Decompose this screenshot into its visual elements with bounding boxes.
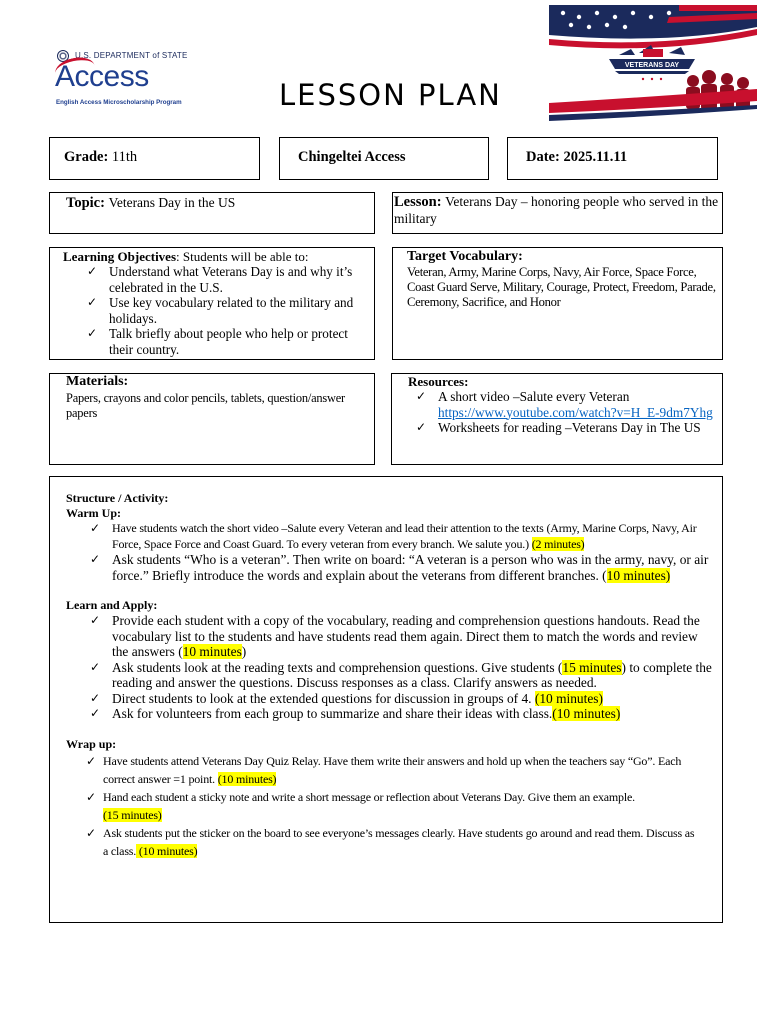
time-highlight: (2 minutes) — [531, 536, 585, 551]
materials-text: Papers, crayons and color pencils, tablets, question/answer papers — [66, 391, 345, 420]
vocabulary-box — [392, 247, 723, 360]
vocabulary-label: Target Vocabulary: — [407, 249, 523, 264]
lesson-value: Veterans Day – honoring people who served in the military — [394, 194, 719, 226]
lesson-text — [394, 194, 720, 227]
wrap-item: ✓ Ask students put the sticker on the board to see everyone’s messages clearly. Have students go around and read them. Discuss as a class. (10 minutes) — [86, 824, 696, 860]
structure-label: Structure / Activity: — [66, 491, 169, 505]
structure-content — [66, 491, 714, 860]
resource-video: A short video –Salute every Veteran — [438, 389, 630, 404]
lesson-label: Lesson: — [394, 194, 442, 210]
lesson-box — [392, 192, 723, 234]
resource-item — [416, 389, 721, 420]
warmup-item: ✓ Have students watch the short video –Salute every Veteran and lead their attention to the texts (Army, Marine Corps, Navy, Air Force, Space Force and Coast Guard. To every veteran from every branch. We salute you.) (2 minutes) — [90, 521, 712, 552]
objective-item: ✓ Use key vocabulary related to the military and holidays. — [87, 295, 373, 326]
wrap-item: ✓ Hand each student a sticky note and write a short message or reflection about Veterans Day. Give them an example. (15 minutes) — [86, 788, 696, 824]
date-label: Date: — [526, 149, 560, 165]
banner-text: VETERANS DAY — [624, 62, 680, 69]
dept-label: U.S. DEPARTMENT of STATE — [75, 51, 188, 60]
structure-box — [49, 476, 723, 923]
access-logo — [55, 48, 188, 110]
objectives-intro: : Students will be able to: — [176, 249, 309, 264]
school-box — [279, 137, 489, 180]
resources-label: Resources: — [408, 374, 469, 389]
objectives-box — [49, 247, 375, 360]
wrap-item: ✓ Have students attend Veterans Day Quiz Relay. Have them write their answers and hold up when the teachers say “Go”. Each correct answer =1 point. (10 minutes) — [86, 752, 696, 788]
time-highlight: (10 minutes) — [552, 706, 621, 721]
learn-label: Learn and Apply: — [66, 598, 158, 612]
page-title: LESSON PLAN — [279, 78, 502, 112]
date-text — [526, 150, 627, 166]
learn-list — [90, 613, 712, 722]
time-highlight: 10 minutes) — [606, 567, 671, 583]
objectives-list — [87, 264, 373, 357]
time-highlight: (10 minutes) — [534, 690, 603, 706]
time-highlight: (15 minutes) — [103, 807, 162, 822]
time-highlight: 15 minutes — [562, 659, 622, 675]
topic-label: Topic: — [66, 195, 105, 211]
topic-text — [66, 195, 366, 212]
time-highlight: 10 minutes — [182, 644, 242, 659]
objective-item: ✓ Talk briefly about people who help or protect their country. — [87, 326, 373, 357]
access-wordmark: Access — [55, 60, 149, 93]
warmup-item: ✓ Ask students “Who is a veteran”. Then write on board: “A veteran is a person who was in the army, navy, or air force.” Briefly introduce the words and explain about the veterans from different branches. (10 minutes) — [90, 552, 712, 583]
grade-label: Grade: — [64, 149, 109, 165]
warmup-label: Warm Up: — [66, 506, 121, 520]
grade-box — [49, 137, 260, 180]
learn-item: ✓ Direct students to look at the extended questions for discussion in groups of 4. (10 minutes) — [90, 691, 712, 707]
objectives-label: Learning Objectives — [63, 249, 177, 264]
topic-box — [49, 192, 375, 234]
grade-text — [64, 150, 137, 166]
materials-label: Materials: — [66, 374, 129, 389]
time-highlight: (10 minutes) — [136, 843, 198, 858]
program-label: English Access Microscholarship Program — [56, 99, 182, 106]
warmup-list — [90, 521, 712, 583]
resources-box — [391, 373, 723, 465]
wrap-label: Wrap up: — [66, 736, 117, 751]
learn-item: ✓ Ask for volunteers from each group to summarize and share their ideas with class.(10 minutes) — [90, 706, 712, 722]
grade-value: 11th — [111, 149, 138, 165]
resource-item: ✓ Worksheets for reading –Veterans Day in The US — [416, 420, 721, 436]
veterans-day-banner — [549, 5, 757, 122]
learn-item: ✓ Provide each student with a copy of the vocabulary, reading and comprehension questions handouts. Read the vocabulary list to the students and have students read them again. Direct them to match the words and review the answers (10 minutes) — [90, 613, 712, 660]
topic-value: Veterans Day in the US — [108, 195, 236, 210]
objectives-heading — [63, 249, 309, 264]
flag-banner-graphic — [549, 5, 757, 122]
video-link[interactable]: https://www.youtube.com/watch?v=H_E-9dm7Yhg — [438, 404, 713, 420]
date-value: 2025.11.11 — [563, 149, 628, 165]
date-box — [507, 137, 718, 180]
resources-list — [416, 389, 721, 436]
learn-item: ✓ Ask students look at the reading texts and comprehension questions. Give students (15 minutes) to complete the reading and answer the questions. Discuss responses as a class. Clarify answers as needed. — [90, 660, 712, 691]
school-name: Chingeltei Access — [298, 149, 406, 165]
vocabulary-text: Veteran, Army, Marine Corps, Navy, Air Force, Space Force, Coast Guard Serve, Military, Courage, Protect, Freedom, Parade, Ceremony, Sacrifice, and Honor — [407, 265, 716, 309]
wrap-list — [86, 752, 696, 860]
time-highlight: (10 minutes) — [217, 771, 277, 786]
materials-box — [49, 373, 375, 465]
objective-item: ✓ Understand what Veterans Day is and why it’s celebrated in the U.S. — [87, 264, 373, 295]
